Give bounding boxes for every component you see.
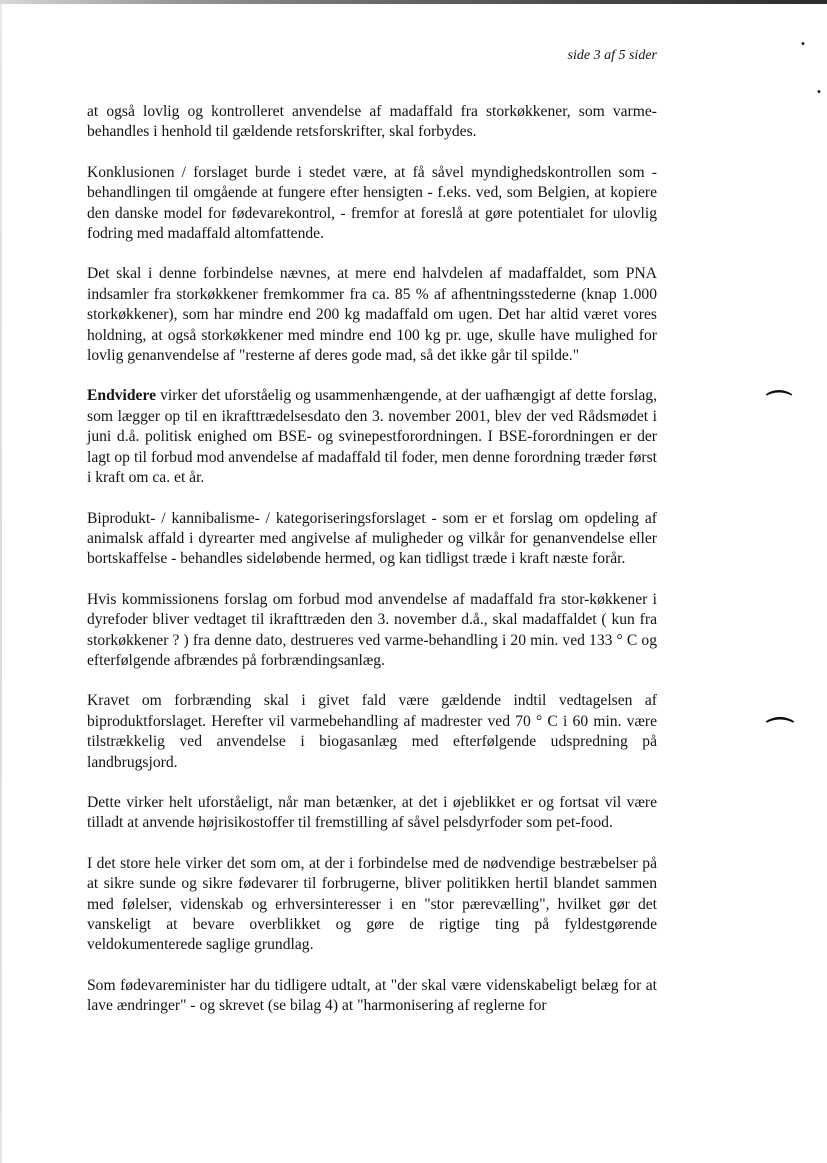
- paragraph-kommissionen: Hvis kommissionens forslag om forbud mod anvendelse af madaffald fra stor-køkkener i dyrefoder bliver vedtaget til ikrafttræden den 3. november d.å., skal madaffaldet ( kun fra storkøkkener ? ) fra denne dato, destrueres ved varme-behandling i 20 min. ved 133 ° C og efterfølgende afbrændes på forbrændingsanlæg.: [87, 590, 657, 669]
- paragraph-minister: Som fødevareminister har du tidligere udtalt, at "der skal være videnskabeligt belæg for at lave ændringer" - og skrevet (se bilag 4) at "harmonisering af reglerne for: [87, 976, 657, 1015]
- paragraph-konklusion: Konklusionen / forslaget burde i stedet være, at få såvel myndighedskontrollen som -behandlingen til omgående at fungere efter hensigten - f.eks. ved, som Belgien, at kopiere den danske model for fødevarekontrol, - fremfor at foreslå at gøre potentialet for ulovlig fodring med madaffald altomfattende.: [87, 163, 657, 243]
- paragraph-biprodukt: Biprodukt- / kannibalisme- / kategoriseringsforslaget - som er et forslag om opdeling af animalsk affald i dyrearter med angivelse af muligheder og vilkår for genanvendelse eller bortskaffelse - behandles sideløbende hermed, og kan tidligst træde i kraft næste forår.: [87, 509, 657, 568]
- paragraph-halvdelen: Det skal i denne forbindelse nævnes, at mere end halvdelen af madaffaldet, som PNA indsamler fra storkøkkener fremkommer fra ca. 85 % af afhentningsstederne (knap 1.000 storkøkkener), som har mindre end 200 kg madaffald om ugen. Det har altid været vores holdning, at også storkøkkener med mindre end 100 kg pr. uge, skulle have mulighed for lovlig genanvendelse af "resterne af deres gode mad, så det ikke går til spilde.": [87, 265, 657, 365]
- paragraph-store-hele: I det store hele virker det som om, at der i forbindelse med de nødvendige bestræbelser på at sikre sunde og sikre fødevarer til forbrugerne, bliver politikken hertil blandet sammen med følelser, videnskab og erhversinteresser i en "stor pærevælling", hvilket gør det vanskeligt at bevare overblikket og gøre de rigtige ting på fyldestgørende veldokumenterede saglige grundlag.: [87, 854, 657, 954]
- margin-bracket-mark: ⌒: [766, 390, 793, 420]
- paragraph-endvidere: [87, 386, 657, 488]
- scan-speck: •: [800, 39, 806, 50]
- page-number: side 3 af 5 sider: [567, 48, 657, 63]
- paragraph-lead-bold: Endvidere: [87, 387, 157, 405]
- paragraph-uforstaaeligt: Dette virker helt uforståeligt, når man betænker, at det i øjeblikket er og fortsat vil være tilladt at anvende højrisikostoffer til fremstilling af såvel pelsdyrfoder som pet-food.: [87, 793, 657, 832]
- scan-edge-top: [0, 0, 827, 4]
- letter-body: [87, 102, 657, 1017]
- scan-speck: •: [816, 87, 822, 98]
- margin-bracket-mark: ⌒: [766, 715, 795, 748]
- paragraph-kravet: Kravet om forbrænding skal i givet fald være gældende indtil vedtagelsen af biproduktforslaget. Herefter vil varmebehandling af madrester ved 70 ° C i 60 min. være tilstrækkelig ved anvendelse i biogasanlæg med efterfølgende udspredning på landbrugsjord.: [87, 692, 657, 771]
- paragraph-endvidere-text: virker det uforståelig og usammenhængende, at der uafhængigt af dette forslag, som lægger op til en ikrafttrædelsesdato den 3. november 2001, blev der ved Rådsmødet i juni d.å. politisk enighed om BSE- og svinepestforordningen. I BSE-forordningen er der lagt op til forbud mod anvendelse af madaffald til foder, men denne forordning træder først i kraft om ca. et år.: [87, 387, 657, 487]
- scan-edge-left: [0, 4, 2, 1163]
- paragraph-forbud: at også lovlig og kontrolleret anvendelse af madaffald fra storkøkkener, som varme-behandles i henhold til gældende retsforskrifter, skal forbydes.: [87, 103, 657, 141]
